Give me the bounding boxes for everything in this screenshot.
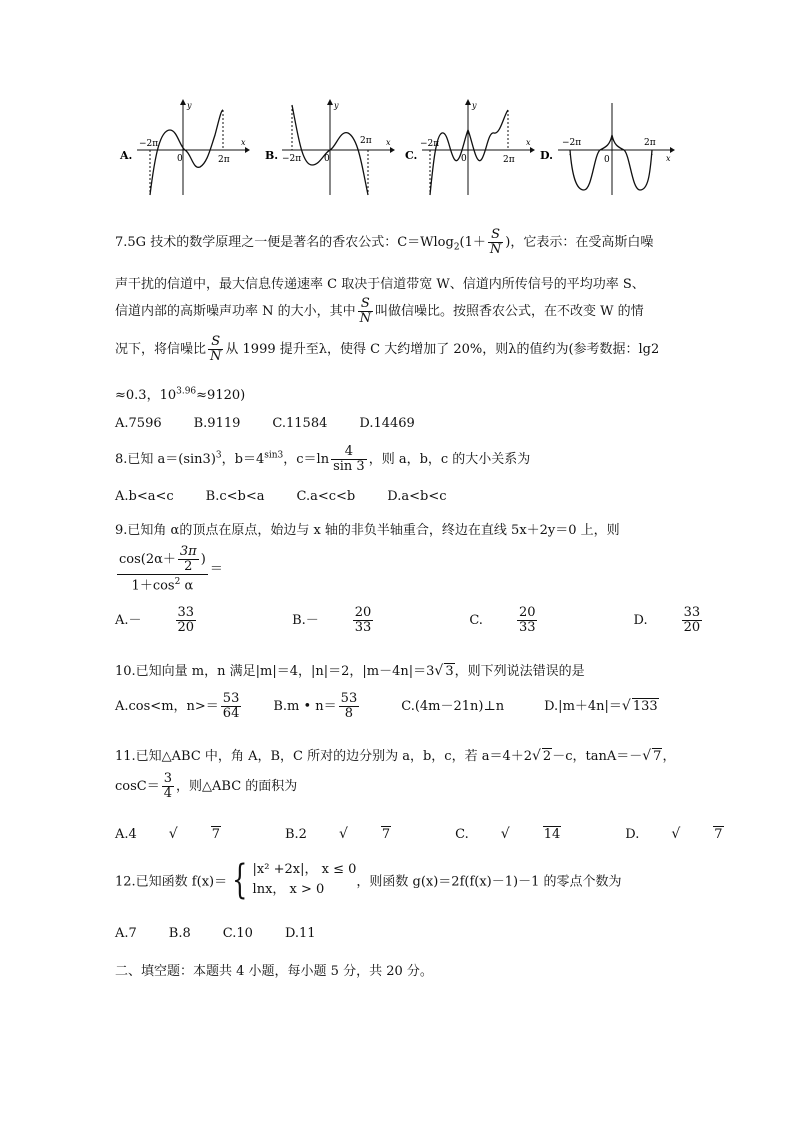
option-a[interactable]: A.－ $\frac{33}{20}$: [115, 605, 195, 635]
q11-line2: cosC＝ $\frac{3}{4}$ ，则△ABC 的面积为: [115, 771, 298, 801]
q11-options: [115, 826, 788, 842]
option-c[interactable]: C.a<c<b: [296, 489, 356, 504]
option-a[interactable]: A.7596: [115, 416, 162, 431]
q7-line1: 7.5G 技术的数学原理之一便是著名的香农公式：C＝Wlog$_2$(1＋ $\frac{S}{N}$ )，它表示：在受高斯白噪: [115, 227, 654, 257]
option-d[interactable]: D.√ 7: [625, 826, 723, 842]
option-d[interactable]: D.14469: [359, 416, 415, 431]
q9-expression: cos(2α＋ $\frac{3\pi}{2}$ ) $1+\cos^2$ α ＝: [119, 544, 223, 594]
graph-b: [260, 95, 395, 205]
tick-neg: −2π: [139, 139, 159, 149]
option-c[interactable]: C.11584: [272, 416, 328, 431]
graph-label: C.: [405, 149, 418, 162]
q12-stem: 12.已知函数 f(x)＝ { |x² +2x|， x ≤ 0 lnx， x > 0 ，则函数 g(x)＝2f(f(x)－1)－1 的零点个数为: [115, 857, 622, 903]
graph-label: A.: [120, 149, 133, 162]
option-b[interactable]: B.8: [168, 926, 191, 941]
tick-neg: −2π: [562, 138, 582, 148]
option-a[interactable]: A.4 √ 7: [115, 826, 220, 842]
option-b[interactable]: B.－ $\frac{20}{33}$: [292, 605, 372, 635]
option-d[interactable]: D.a<b<c: [387, 489, 447, 504]
graph-a: [115, 95, 250, 205]
q7-line4: 况下，将信噪比 $\frac{S}{N}$ 从 1999 提升至λ，使得 C 大约增加了 20%，则λ的值约为(参考数据：lg2: [115, 334, 660, 364]
signal-noise-fraction: $\frac{S}{N}$: [210, 334, 222, 364]
piecewise: |x² +2x|， x ≤ 0 lnx， x > 0: [252, 862, 357, 897]
tick-zero: 0: [461, 154, 467, 164]
option-d[interactable]: D.11: [284, 926, 316, 941]
ln-fraction: $\frac{4}{\sin 3}$: [333, 444, 365, 474]
trig-fraction: cos(2α＋ $\frac{3\pi}{2}$ ) $1+\cos^2$ α: [119, 544, 206, 594]
option-a[interactable]: A.7: [115, 926, 137, 941]
q7-line3: 信道内部的高斯噪声功率 N 的大小，其中 $\frac{S}{N}$ 叫做信噪比。按照香农公式，在不改变 W 的情: [115, 296, 644, 326]
q8-options: [115, 489, 479, 504]
axis-x: x: [386, 138, 391, 147]
option-a[interactable]: A.b<a<c: [115, 489, 174, 504]
tick-zero: 0: [324, 154, 330, 164]
option-b[interactable]: B.9119: [193, 416, 241, 431]
tick-pos: 2π: [503, 155, 515, 165]
axis-y: y: [334, 101, 339, 110]
tick-pos: 2π: [360, 136, 372, 146]
tick-neg: −2π: [420, 139, 440, 149]
axis-x: x: [666, 154, 671, 163]
tick-zero: 0: [177, 154, 183, 164]
option-c[interactable]: C.10: [222, 926, 253, 941]
graph-options: [115, 95, 675, 205]
q10-options: [115, 692, 659, 721]
tick-zero: 0: [604, 155, 610, 165]
tick-pos: 2π: [644, 138, 656, 148]
section-heading: 二、填空题：本题共 4 小题，每小题 5 分，共 20 分。: [115, 964, 433, 979]
axis-y: y: [187, 101, 192, 110]
option-b[interactable]: B.m • n＝ $\frac{53}{8}$: [273, 691, 358, 721]
signal-noise-fraction: $\frac{S}{N}$: [359, 296, 372, 326]
axis-y: y: [472, 101, 477, 110]
q8-stem: 8.已知 $a=(\sin 3)^3$，$b=4^{sin3}$，c＝ln $\frac{4}{\sin 3}$ ，则 a，b，c 的大小关系为: [115, 444, 531, 474]
option-a[interactable]: A.cos<m，n>＝ $\frac{53}{64}$: [115, 691, 240, 721]
q7-line2: 声干扰的信道中，最大信息传递速率 C 取决于信道带宽 W、信道内所传信号的平均功率 S、: [115, 277, 645, 292]
graph-label: B.: [265, 149, 279, 162]
q9-stem: 9.已知角 α的顶点在原点，始边与 x 轴的非负半轴重合，终边在直线 5x＋2y＝0 上，则: [115, 523, 620, 538]
tick-neg: −2π: [282, 154, 302, 164]
q10-stem: 10.已知向量 m，n 满足|m|＝4，|n|＝2，|m－4n|＝3√ 3，则下列说法错误的是: [115, 663, 585, 679]
signal-noise-fraction: $\frac{S}{N}$: [489, 227, 502, 257]
q11-stem: 11.已知△ABC 中，角 A，B，C 所对的边分别为 a，b，c，若 a＝4＋2√ 2－c，tanA＝－√ 7，: [115, 748, 676, 764]
option-b[interactable]: B.2 √ 7: [285, 826, 391, 842]
option-c[interactable]: C. $\frac{20}{33}$: [469, 605, 536, 635]
q7-options: [115, 416, 447, 431]
angle-fraction: $\frac{3\pi}{2}$: [179, 544, 197, 574]
graph-c: [400, 95, 535, 205]
q12-options: [115, 926, 348, 941]
q7-line5: ≈0.3，$10^{3.96}\approx 9120$): [115, 386, 246, 403]
graph-label: D.: [540, 149, 553, 162]
tick-pos: 2π: [218, 155, 230, 165]
axis-x: x: [526, 138, 531, 147]
option-d[interactable]: D.|m＋4n|＝√ 133: [544, 698, 658, 714]
q9-options: [115, 606, 794, 635]
option-c[interactable]: C.(4m－21n)⊥n: [401, 699, 505, 714]
axis-x: x: [241, 138, 246, 147]
option-d[interactable]: D. $\frac{33}{20}$: [633, 605, 701, 635]
option-b[interactable]: B.c<b<a: [205, 489, 265, 504]
option-c[interactable]: C. √ 14: [455, 826, 561, 842]
graph-d: [540, 95, 675, 205]
